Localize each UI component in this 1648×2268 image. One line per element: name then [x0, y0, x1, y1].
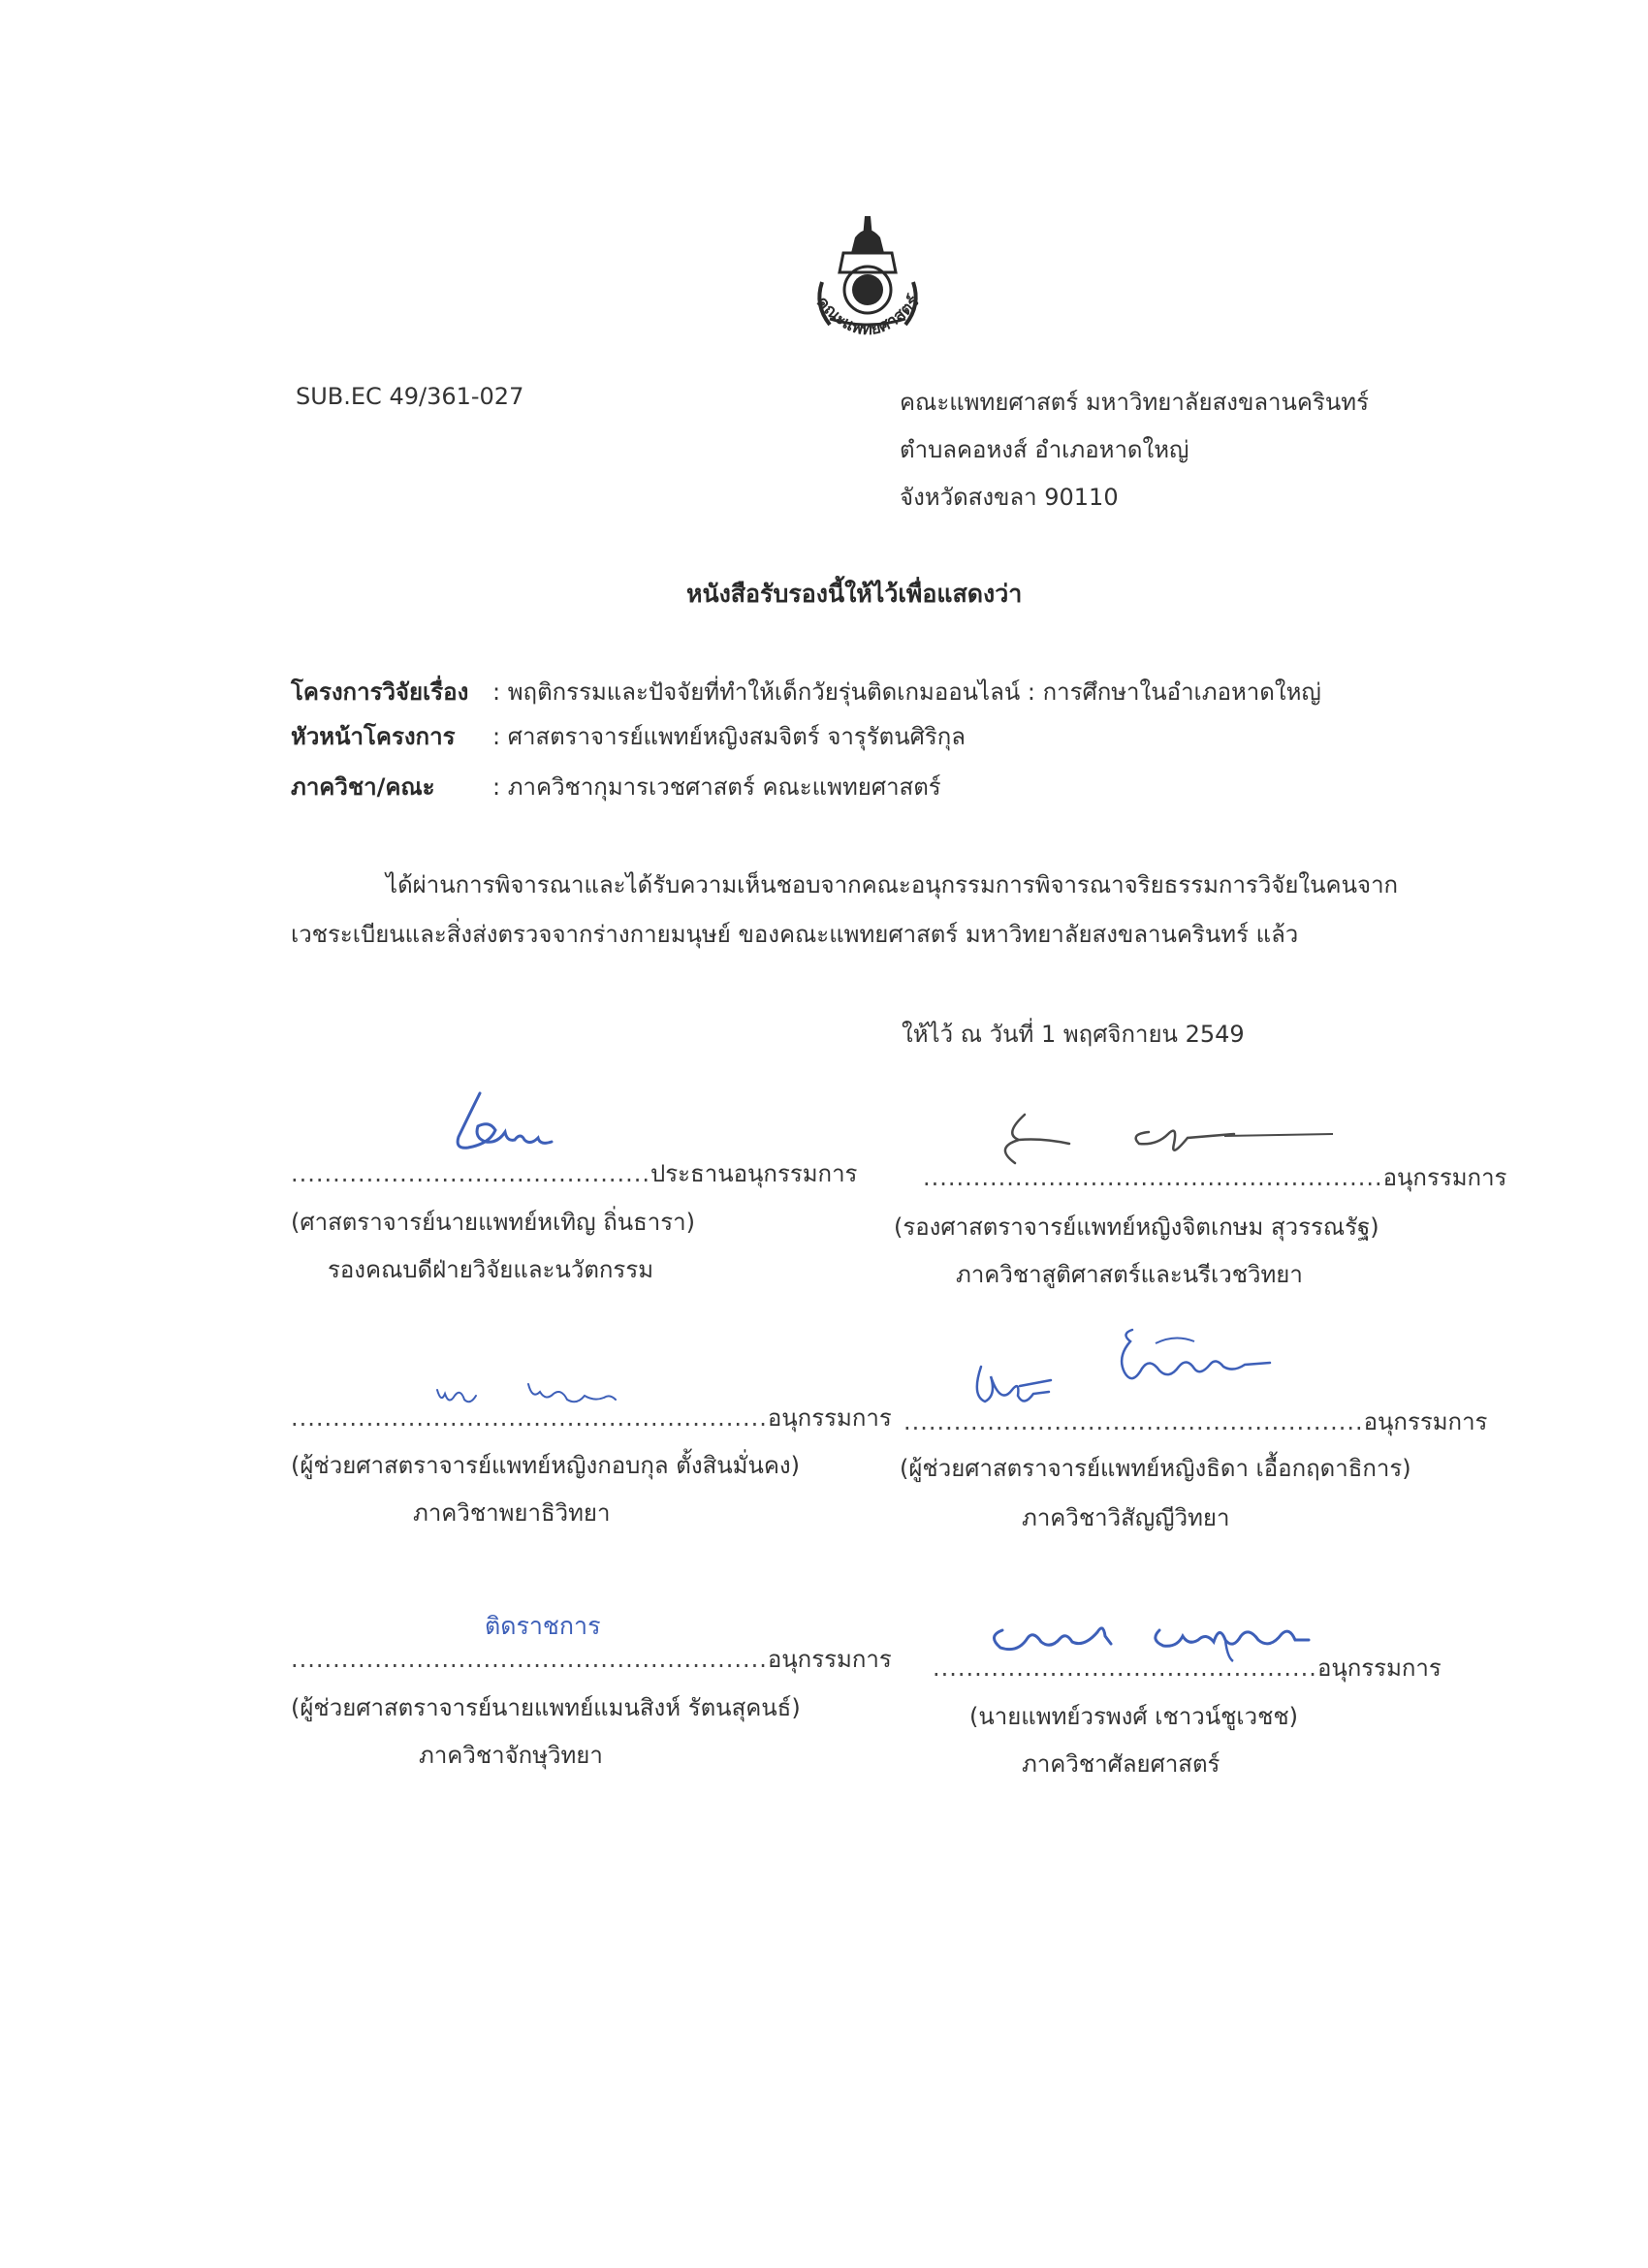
field-value-pi: : ศาสตราจารย์แพทย์หญิงสมจิตร์ จารุรัตนศิริกุล — [492, 723, 966, 750]
signature-6-dept: ภาควิชาศัลยศาสตร์ — [1022, 1750, 1220, 1778]
signature-4-name: (ผู้ช่วยศาสตราจารย์แพทย์หญิงธิดา เอื้อกฤดาธิการ) — [900, 1455, 1411, 1482]
field-label-pi: หัวหน้าโครงการ — [291, 723, 456, 750]
field-label-project: โครงการวิจัยเรื่อง — [291, 678, 469, 706]
field-value-project: : พฤติกรรมและปัจจัยที่ทำให้เด็กวัยรุ่นติดเกมออนไลน์ : การศึกษาในอำเภอหาดใหญ่ — [492, 678, 1321, 706]
signature-3-dots: ......................................................... — [291, 1404, 768, 1432]
body-line-2: เวชระเบียนและสิ่งส่งตรวจจากร่างกายมนุษย์ ของคณะแพทยศาสตร์ มหาวิทยาลัยสงขลานครินทร์ แล้ว — [291, 921, 1299, 948]
signature-1-line — [291, 1159, 857, 1188]
signature-5-name: (ผู้ช่วยศาสตราจารย์นายแพทย์แมนสิงห์ รัตนสุคนธ์) — [291, 1694, 801, 1721]
signature-3-dept: ภาควิชาพยาธิวิทยา — [413, 1499, 611, 1527]
signature-6-dots: .............................................. — [933, 1654, 1317, 1682]
svg-text:คณะแพทยศาสตร์ — [812, 291, 924, 339]
signature-1-dots: ........................................... — [291, 1160, 651, 1187]
address-line-1: คณะแพทยศาสตร์ มหาวิทยาลัยสงขลานครินทร์ — [900, 389, 1369, 416]
signature-6-role: อนุกรรมการ — [1316, 1654, 1442, 1682]
faculty-seal-emblem — [795, 208, 940, 354]
signature-4-line — [903, 1407, 1487, 1436]
signature-5-line — [291, 1645, 892, 1674]
reference-number: SUB.EC 49/361-027 — [296, 383, 524, 410]
signature-5-role: อนุกรรมการ — [767, 1646, 892, 1673]
signature-2-role: อนุกรรมการ — [1382, 1164, 1507, 1191]
signature-3-name: (ผู้ช่วยศาสตราจารย์แพทย์หญิงกอบกุล ตั้งสินมั่นคง) — [291, 1452, 800, 1479]
field-label-dept: ภาควิชา/คณะ — [291, 773, 435, 801]
signature-1-dept: รองคณบดีฝ่ายวิจัยและนวัตกรรม — [328, 1256, 654, 1283]
field-value-dept: : ภาควิชากุมารเวชศาสตร์ คณะแพทยศาสตร์ — [492, 773, 941, 801]
body-line-1: ได้ผ่านการพิจารณาและได้รับความเห็นชอบจากคณะอนุกรรมการพิจารณาจริยธรรมการวิจัยในคนจาก — [386, 871, 1399, 898]
address-line-2: ตำบลคอหงส์ อำเภอหาดใหญ่ — [900, 436, 1189, 463]
signature-2-line — [923, 1163, 1506, 1192]
signature-2-name: (รองศาสตราจารย์แพทย์หญิงจิตเกษม สุวรรณรัฐ) — [894, 1213, 1379, 1241]
signature-6-line — [933, 1654, 1442, 1683]
signature-2-dept: ภาควิชาสูติศาสตร์และนรีเวชวิทยา — [956, 1261, 1303, 1288]
signature-5-dept: ภาควิชาจักษุวิทยา — [419, 1742, 603, 1769]
signature-4-dept: ภาควิชาวิสัญญีวิทยา — [1022, 1504, 1230, 1531]
away-on-duty-stamp: ติดราชการ — [485, 1612, 601, 1640]
signature-4-role: อนุกรรมการ — [1363, 1408, 1488, 1435]
signature-1-name: (ศาสตราจารย์นายแพทย์หเทิญ ถิ่นธารา) — [291, 1209, 695, 1236]
signature-4-dots: ....................................................... — [903, 1408, 1364, 1435]
address-line-3: จังหวัดสงขลา 90110 — [900, 484, 1119, 511]
signature-1-role: ประธานอนุกรรมการ — [650, 1160, 858, 1187]
signature-2-dots: ....................................................... — [923, 1164, 1383, 1191]
signature-5-dots: ......................................................... — [291, 1646, 768, 1673]
seal-caption: คณะแพทยศาสตร์ — [811, 292, 924, 340]
signature-3-role: อนุกรรมการ — [767, 1404, 892, 1432]
signature-1-image — [451, 1084, 557, 1161]
signature-3-line — [291, 1403, 892, 1433]
issue-date: ให้ไว้ ณ วันที่ 1 พฤศจิกายน 2549 — [902, 1021, 1245, 1048]
signature-6-name: (นายแพทย์วรพงศ์ เชาวน์ชูเวชช) — [969, 1703, 1299, 1730]
certificate-heading: หนังสือรับรองนี้ให้ไว้เพื่อแสดงว่า — [686, 580, 1023, 608]
